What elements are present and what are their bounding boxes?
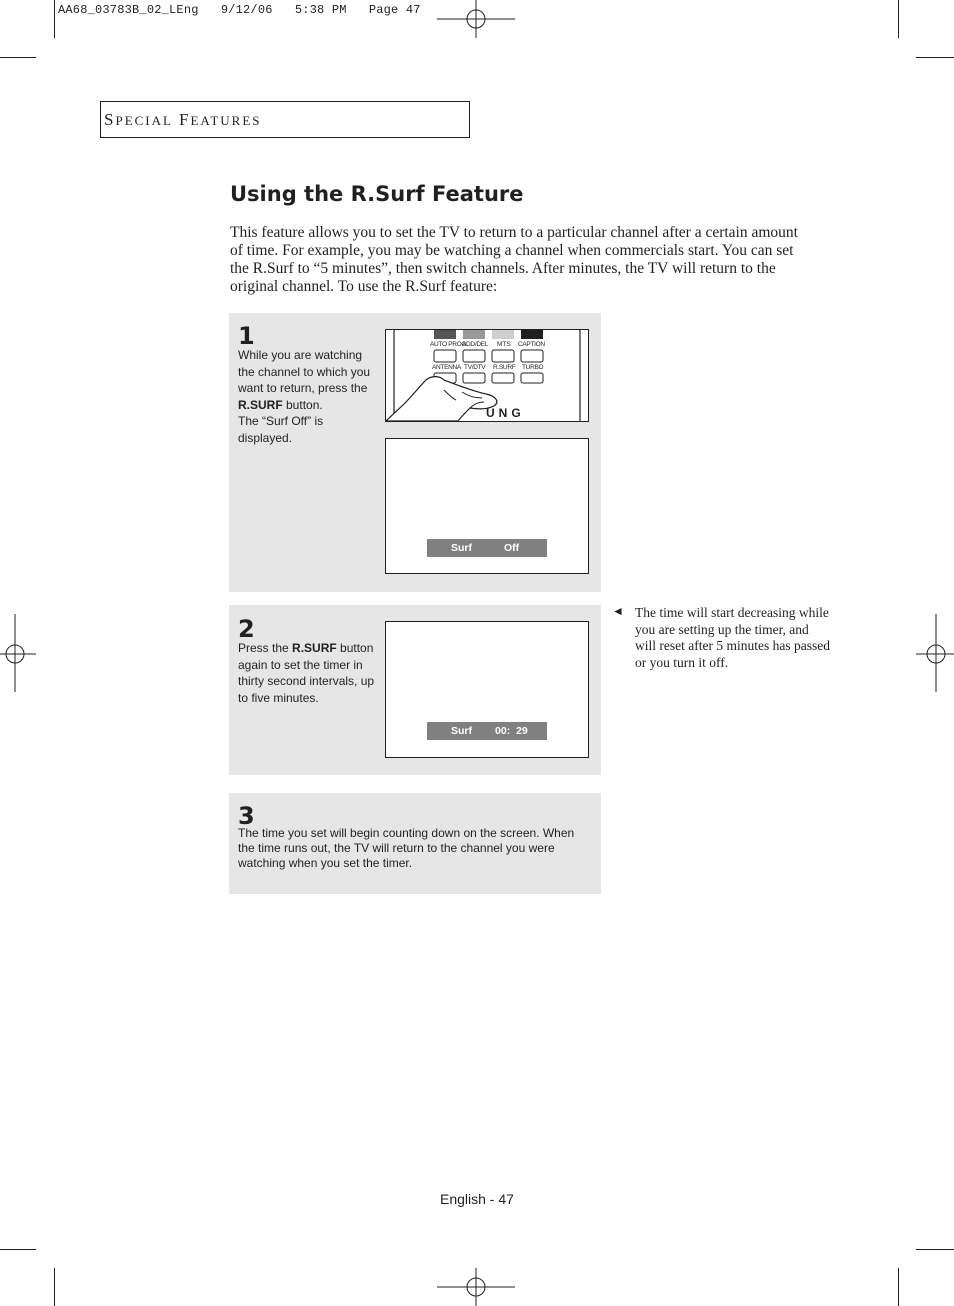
remote-label-turbo: TURBO bbox=[522, 364, 544, 371]
registration-mark-bottom-icon bbox=[437, 1268, 517, 1306]
osd-label: Surf bbox=[451, 725, 472, 737]
page-footer: English - 47 bbox=[440, 1191, 514, 1207]
osd-value: 00: 29 bbox=[495, 725, 528, 737]
crop-mark bbox=[54, 0, 55, 38]
crop-mark bbox=[916, 1249, 954, 1250]
remote-label-auto-prog: AUTO PROG. bbox=[430, 341, 468, 348]
section-title: SPECIAL FEATURES bbox=[104, 110, 262, 129]
remote-label-tv-dtv: TV/DTV bbox=[464, 364, 486, 371]
intro-paragraph: This feature allows you to set the TV to return to a particular channel after a certain amount of time. For example, you may be watching a channel when commercials start. You can set the R.Surf to “5 minutes”, then switch channels. After minutes, the TV will return to the original channel. To use the R.Surf feature: bbox=[230, 224, 798, 295]
remote-label-antenna: ANTENNA bbox=[432, 364, 461, 371]
step-1-number: 1 bbox=[238, 322, 255, 350]
page-title: Using the R.Surf Feature bbox=[230, 182, 524, 206]
step-1-osd-bar bbox=[427, 539, 547, 557]
crop-mark bbox=[0, 57, 36, 58]
crop-mark bbox=[54, 1268, 55, 1306]
side-note: The time will start decreasing while you are setting up the timer, and will reset after 5 minutes has passed or you turn it off. bbox=[635, 605, 830, 670]
step-1-text: While you are watching the channel to which you want to return, press the R.SURF button. The “Surf Off” is displayed. bbox=[238, 348, 371, 445]
remote-illustration bbox=[385, 329, 589, 422]
registration-mark-top-icon bbox=[437, 0, 517, 40]
crop-mark bbox=[898, 0, 899, 38]
remote-label-caption: CAPTION bbox=[518, 341, 545, 348]
registration-mark-right-icon bbox=[916, 614, 954, 694]
step-2-text: Press the R.SURF button again to set the timer in thirty second intervals, up to five minutes. bbox=[238, 641, 375, 705]
note-arrow-icon: ◄ bbox=[612, 604, 624, 618]
osd-label: Surf bbox=[451, 542, 472, 554]
print-slug: AA68_03783B_02_LEng 9/12/06 5:38 PM Page 47 bbox=[58, 3, 421, 17]
remote-label-add-del: ADD/DEL bbox=[462, 341, 489, 348]
registration-mark-left-icon bbox=[0, 614, 36, 694]
remote-label-r-surf: R.SURF bbox=[493, 364, 516, 371]
crop-mark bbox=[898, 1268, 899, 1306]
remote-brand-logo: UNG bbox=[486, 406, 525, 420]
crop-mark bbox=[916, 57, 954, 58]
remote-label-mts: MTS bbox=[497, 341, 511, 348]
step-2-osd-bar bbox=[427, 722, 547, 740]
step-3-number: 3 bbox=[238, 802, 255, 830]
crop-mark bbox=[0, 1249, 36, 1250]
step-2-number: 2 bbox=[238, 615, 255, 643]
step-3-text: The time you set will begin counting down on the screen. When the time runs out, the TV will return to the channel you were watching when you set the timer. bbox=[238, 826, 575, 870]
osd-value: Off bbox=[504, 542, 520, 554]
